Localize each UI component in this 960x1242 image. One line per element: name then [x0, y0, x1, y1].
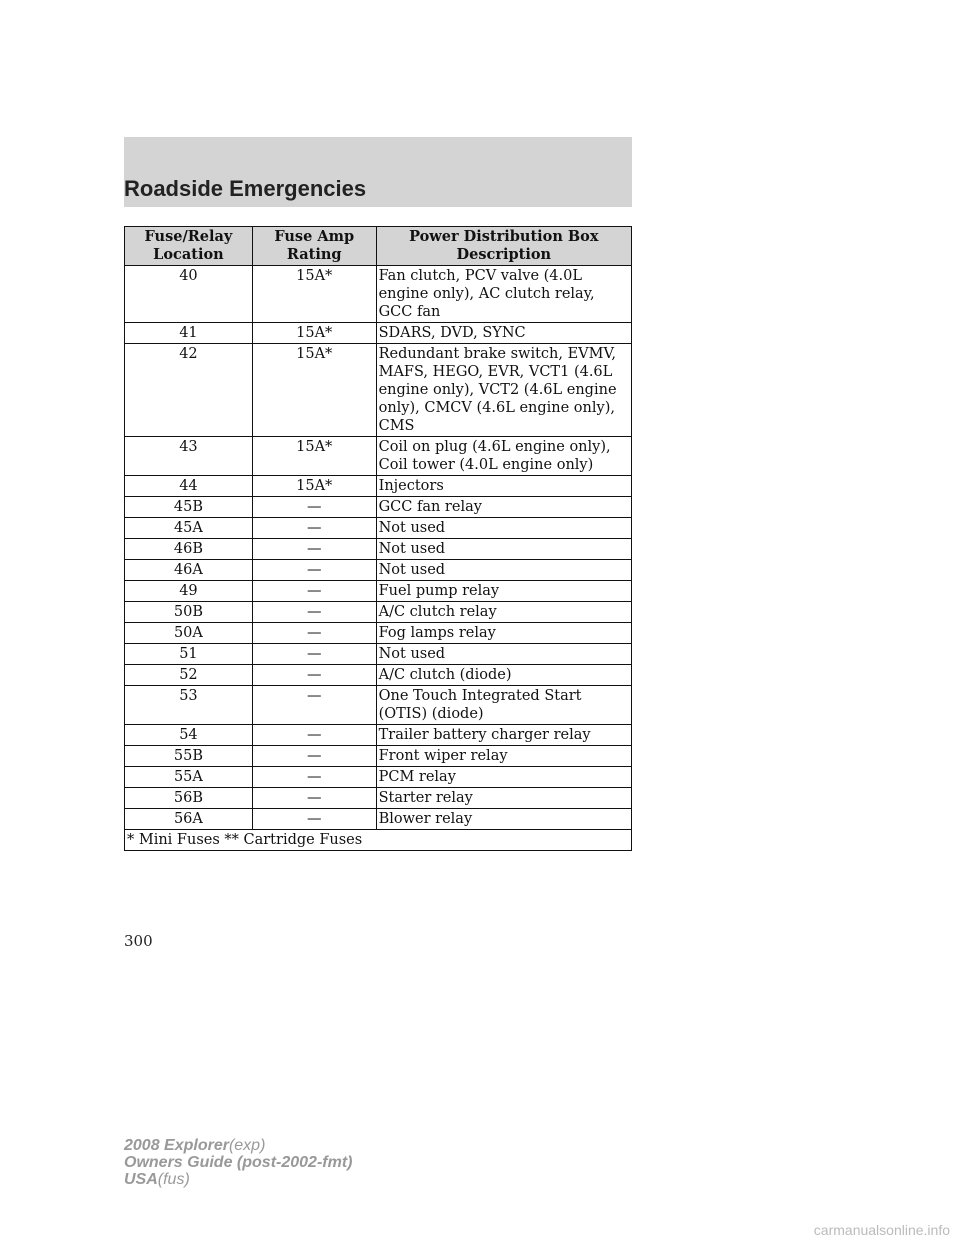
fuse-description [376, 665, 631, 686]
column-header-rating: Fuse Amp Rating [252, 227, 376, 266]
table-row [125, 560, 632, 581]
description-line: GCC fan relay [378, 499, 482, 515]
fuse-rating: — [252, 623, 376, 644]
description-line: Not used [378, 646, 446, 662]
fuse-location: 53 [125, 686, 253, 725]
document-footer [124, 1137, 352, 1188]
description-line: engine only), VCT2 (4.6L engine [378, 382, 617, 398]
footer-model-code: (exp) [228, 1137, 266, 1154]
section-title: Roadside Emergencies [124, 176, 367, 201]
column-header-description: Power Distribution Box Description [376, 227, 631, 266]
fuse-location: 56B [125, 788, 253, 809]
fuse-location: 55B [125, 746, 253, 767]
fuse-location: 44 [125, 476, 253, 497]
fuse-description [376, 581, 631, 602]
table-row [125, 686, 632, 725]
footer-model: 2008 Explorer [124, 1137, 229, 1154]
description-line: Fan clutch, PCV valve (4.0L [378, 268, 582, 284]
description-line: Blower relay [378, 811, 473, 827]
fuse-location: 52 [125, 665, 253, 686]
fuse-rating: 15A* [252, 437, 376, 476]
fuse-table-body [125, 266, 632, 830]
fuse-location: 42 [125, 344, 253, 437]
table-row [125, 746, 632, 767]
fuse-rating: — [252, 686, 376, 725]
description-line: A/C clutch relay [378, 604, 497, 620]
table-row [125, 476, 632, 497]
fuse-rating: — [252, 602, 376, 623]
description-line: Not used [378, 541, 446, 557]
fuse-location: 41 [125, 323, 253, 344]
fuse-description [376, 725, 631, 746]
description-line: Fuel pump relay [378, 583, 500, 599]
table-row [125, 539, 632, 560]
table-row [125, 665, 632, 686]
fuse-description [376, 644, 631, 665]
description-line: Not used [378, 520, 446, 536]
table-row [125, 497, 632, 518]
table-row [125, 323, 632, 344]
fuse-description [376, 809, 631, 830]
description-line: Fog lamps relay [378, 625, 496, 641]
description-line: One Touch Integrated Start [378, 688, 582, 704]
description-line: Redundant brake switch, EVMV, [378, 346, 617, 362]
footer-market: USA [124, 1171, 158, 1188]
fuse-location: 56A [125, 809, 253, 830]
fuse-description [376, 266, 631, 323]
table-row [125, 581, 632, 602]
table-footnote-row [125, 830, 632, 851]
description-line: Coil tower (4.0L engine only) [378, 457, 594, 473]
fuse-description [376, 344, 631, 437]
fuse-rating: — [252, 767, 376, 788]
fuse-description [376, 518, 631, 539]
description-line: Starter relay [378, 790, 473, 806]
fuse-rating: 15A* [252, 476, 376, 497]
fuse-description [376, 323, 631, 344]
table-row [125, 518, 632, 539]
description-line: Not used [378, 562, 446, 578]
footer-market-code: (fus) [157, 1171, 190, 1188]
fuse-description [376, 476, 631, 497]
fuse-rating: — [252, 560, 376, 581]
fuse-description [376, 746, 631, 767]
description-line: engine only), AC clutch relay, [378, 286, 595, 302]
fuse-rating: 15A* [252, 323, 376, 344]
fuse-rating: — [252, 788, 376, 809]
watermark-link[interactable]: carmanualsonline.info [813, 1222, 950, 1238]
fuse-rating: — [252, 497, 376, 518]
table-row [125, 788, 632, 809]
table-row [125, 725, 632, 746]
fuse-description [376, 623, 631, 644]
footer-guide: Owners Guide (post-2002-fmt) [124, 1154, 353, 1171]
fuse-location: 51 [125, 644, 253, 665]
description-line: SDARS, DVD, SYNC [378, 325, 526, 341]
table-row [125, 266, 632, 323]
fuse-location: 50A [125, 623, 253, 644]
fuse-description [376, 686, 631, 725]
fuse-rating: — [252, 539, 376, 560]
fuse-table-header [125, 227, 632, 266]
fuse-description [376, 497, 631, 518]
fuse-rating: 15A* [252, 344, 376, 437]
fuse-rating: — [252, 665, 376, 686]
page-number: 300 [124, 932, 153, 950]
description-line: CMS [378, 418, 415, 434]
fuse-description [376, 437, 631, 476]
fuse-location: 45B [125, 497, 253, 518]
fuse-table [124, 226, 632, 851]
fuse-location: 46B [125, 539, 253, 560]
description-line: GCC fan [378, 304, 441, 320]
description-line: Coil on plug (4.6L engine only), [378, 439, 611, 455]
table-row [125, 623, 632, 644]
fuse-location: 49 [125, 581, 253, 602]
fuse-location: 40 [125, 266, 253, 323]
fuse-location: 45A [125, 518, 253, 539]
fuse-description [376, 788, 631, 809]
column-header-location: Fuse/Relay Location [125, 227, 253, 266]
fuse-description [376, 602, 631, 623]
table-footnote: * Mini Fuses ** Cartridge Fuses [125, 830, 632, 851]
fuse-description [376, 539, 631, 560]
fuse-rating: — [252, 518, 376, 539]
fuse-rating: 15A* [252, 266, 376, 323]
description-line: PCM relay [378, 769, 456, 785]
table-row [125, 602, 632, 623]
table-row [125, 344, 632, 437]
fuse-rating: — [252, 809, 376, 830]
fuse-rating: — [252, 644, 376, 665]
fuse-location: 54 [125, 725, 253, 746]
fuse-rating: — [252, 725, 376, 746]
fuse-location: 55A [125, 767, 253, 788]
fuse-location: 46A [125, 560, 253, 581]
description-line: A/C clutch (diode) [378, 667, 512, 683]
fuse-description [376, 560, 631, 581]
description-line: Front wiper relay [378, 748, 508, 764]
description-line: only), CMCV (4.6L engine only), [378, 400, 615, 416]
table-row [125, 809, 632, 830]
description-line: (OTIS) (diode) [378, 706, 484, 722]
description-line: Trailer battery charger relay [378, 727, 591, 743]
table-row [125, 437, 632, 476]
fuse-location: 43 [125, 437, 253, 476]
fuse-description [376, 767, 631, 788]
fuse-rating: — [252, 581, 376, 602]
description-line: MAFS, HEGO, EVR, VCT1 (4.6L [378, 364, 613, 380]
fuse-location: 50B [125, 602, 253, 623]
description-line: Injectors [378, 478, 444, 494]
fuse-rating: — [252, 746, 376, 767]
table-row [125, 767, 632, 788]
table-row [125, 644, 632, 665]
